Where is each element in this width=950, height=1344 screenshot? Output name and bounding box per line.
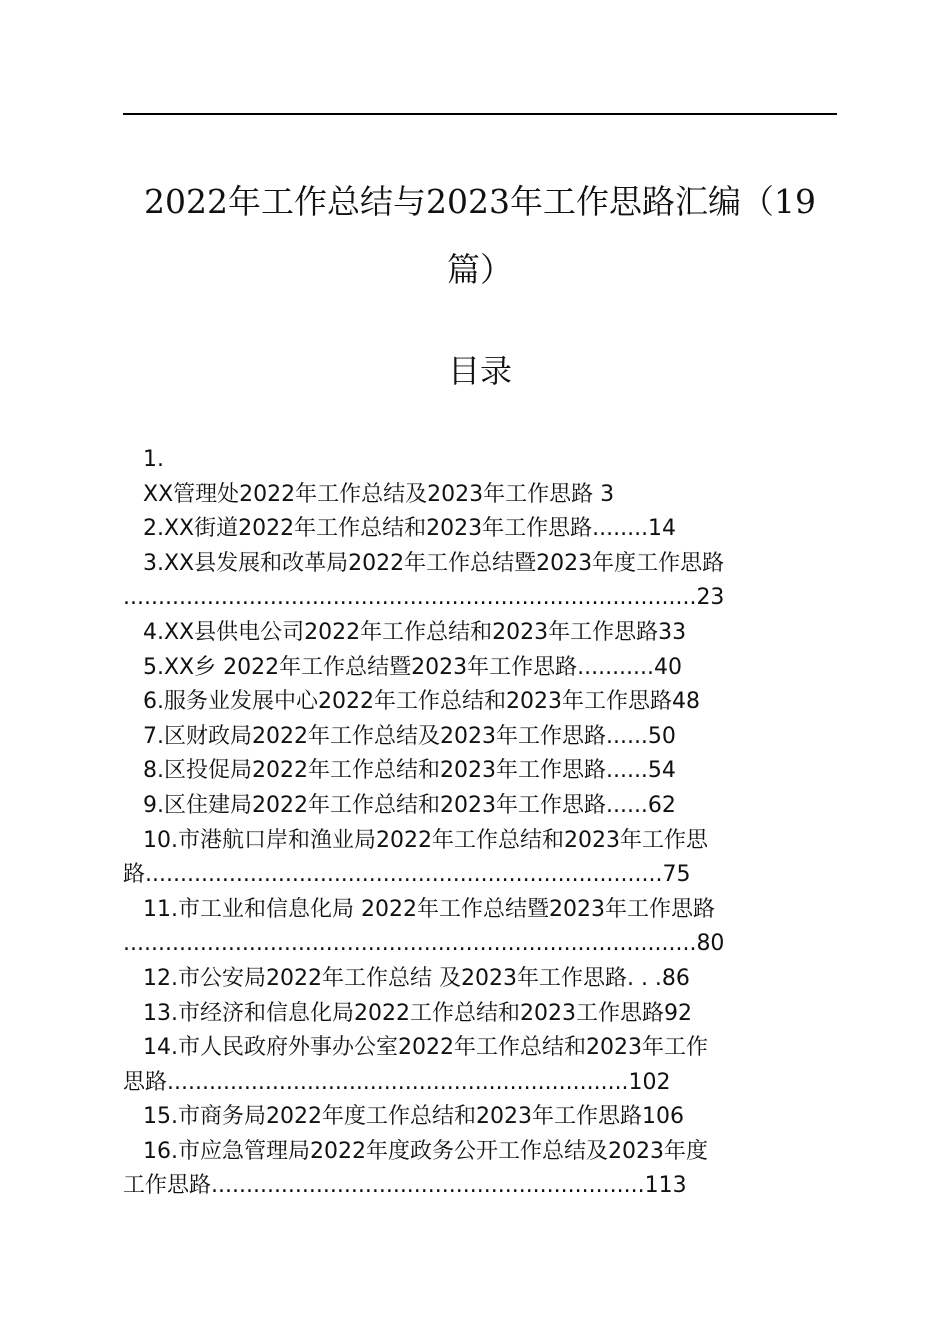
toc-entry-line: 1. (143, 447, 164, 472)
toc-entry-5[interactable] (123, 651, 837, 686)
toc-entry-line: 4.XX县供电公司2022年工作总结和2023年工作思路33 (143, 619, 687, 645)
toc-entry-10[interactable] (123, 824, 837, 893)
toc-entry-2[interactable] (123, 512, 837, 547)
toc-entry-line: 工作思路..............................................................113 (123, 1173, 687, 1199)
toc-entry-line: ..................................................................................80 (123, 931, 725, 957)
toc-entry-line: 11.市工业和信息化局 2022年工作总结暨2023年工作思路 (143, 896, 715, 922)
toc-entry-11[interactable] (123, 893, 837, 962)
title-line-1: 2022年工作总结与2023年工作思路汇编（19 (144, 182, 816, 221)
toc-entry-7[interactable] (123, 720, 837, 755)
toc-entry-line: 3.XX县发展和改革局2022年工作总结暨2023年度工作思路 (143, 550, 725, 576)
table-of-contents (123, 443, 837, 1204)
toc-entry-1[interactable] (123, 443, 837, 512)
toc-entry-14[interactable] (123, 1031, 837, 1100)
toc-entry-6[interactable] (123, 685, 837, 720)
toc-entry-line: 12.市公安局2022年工作总结 及2023年工作思路. . .86 (143, 965, 690, 991)
toc-entry-13[interactable] (123, 997, 837, 1032)
toc-heading: 目录 (447, 352, 512, 390)
toc-entry-line: 10.市港航口岸和渔业局2022年工作总结和2023年工作思 (143, 827, 708, 853)
toc-entry-3[interactable] (123, 547, 837, 616)
toc-entry-line: 5.XX乡 2022年工作总结暨2023年工作思路...........40 (143, 654, 683, 680)
document-title (123, 168, 837, 304)
toc-entry-line: 2.XX街道2022年工作总结和2023年工作思路........14 (143, 516, 677, 542)
toc-entry-12[interactable] (123, 962, 837, 997)
toc-entry-line: 16.市应急管理局2022年度政务公开工作总结及2023年度 (143, 1138, 708, 1164)
toc-entry-line: ..................................................................................23 (123, 585, 725, 611)
header-rule (123, 113, 837, 115)
toc-entry-line: 9.区住建局2022年工作总结和2023年工作思路......62 (143, 792, 676, 818)
toc-entry-line: 15.市商务局2022年度工作总结和2023年工作思路106 (143, 1104, 684, 1130)
toc-entry-line: 13.市经济和信息化局2022工作总结和2023工作思路92 (143, 1000, 692, 1026)
toc-entry-line: XX管理处2022年工作总结及2023年工作思路 3 (143, 481, 615, 507)
toc-entry-line: 6.服务业发展中心2022年工作总结和2023年工作思路48 (143, 689, 700, 715)
toc-entry-line: 路..........................................................................75 (123, 862, 691, 888)
toc-entry-8[interactable] (123, 754, 837, 789)
toc-entry-9[interactable] (123, 789, 837, 824)
toc-entry-line: 8.区投促局2022年工作总结和2023年工作思路......54 (143, 758, 676, 784)
toc-entry-16[interactable] (123, 1135, 837, 1204)
toc-entry-line: 7.区财政局2022年工作总结及2023年工作思路......50 (143, 723, 676, 749)
toc-entry-15[interactable] (123, 1100, 837, 1135)
toc-entry-line: 14.市人民政府外事办公室2022年工作总结和2023年工作 (143, 1035, 708, 1061)
toc-entry-line: 思路..................................................................102 (123, 1069, 671, 1095)
toc-entry-4[interactable] (123, 616, 837, 651)
title-line-2: 篇） (447, 250, 513, 289)
